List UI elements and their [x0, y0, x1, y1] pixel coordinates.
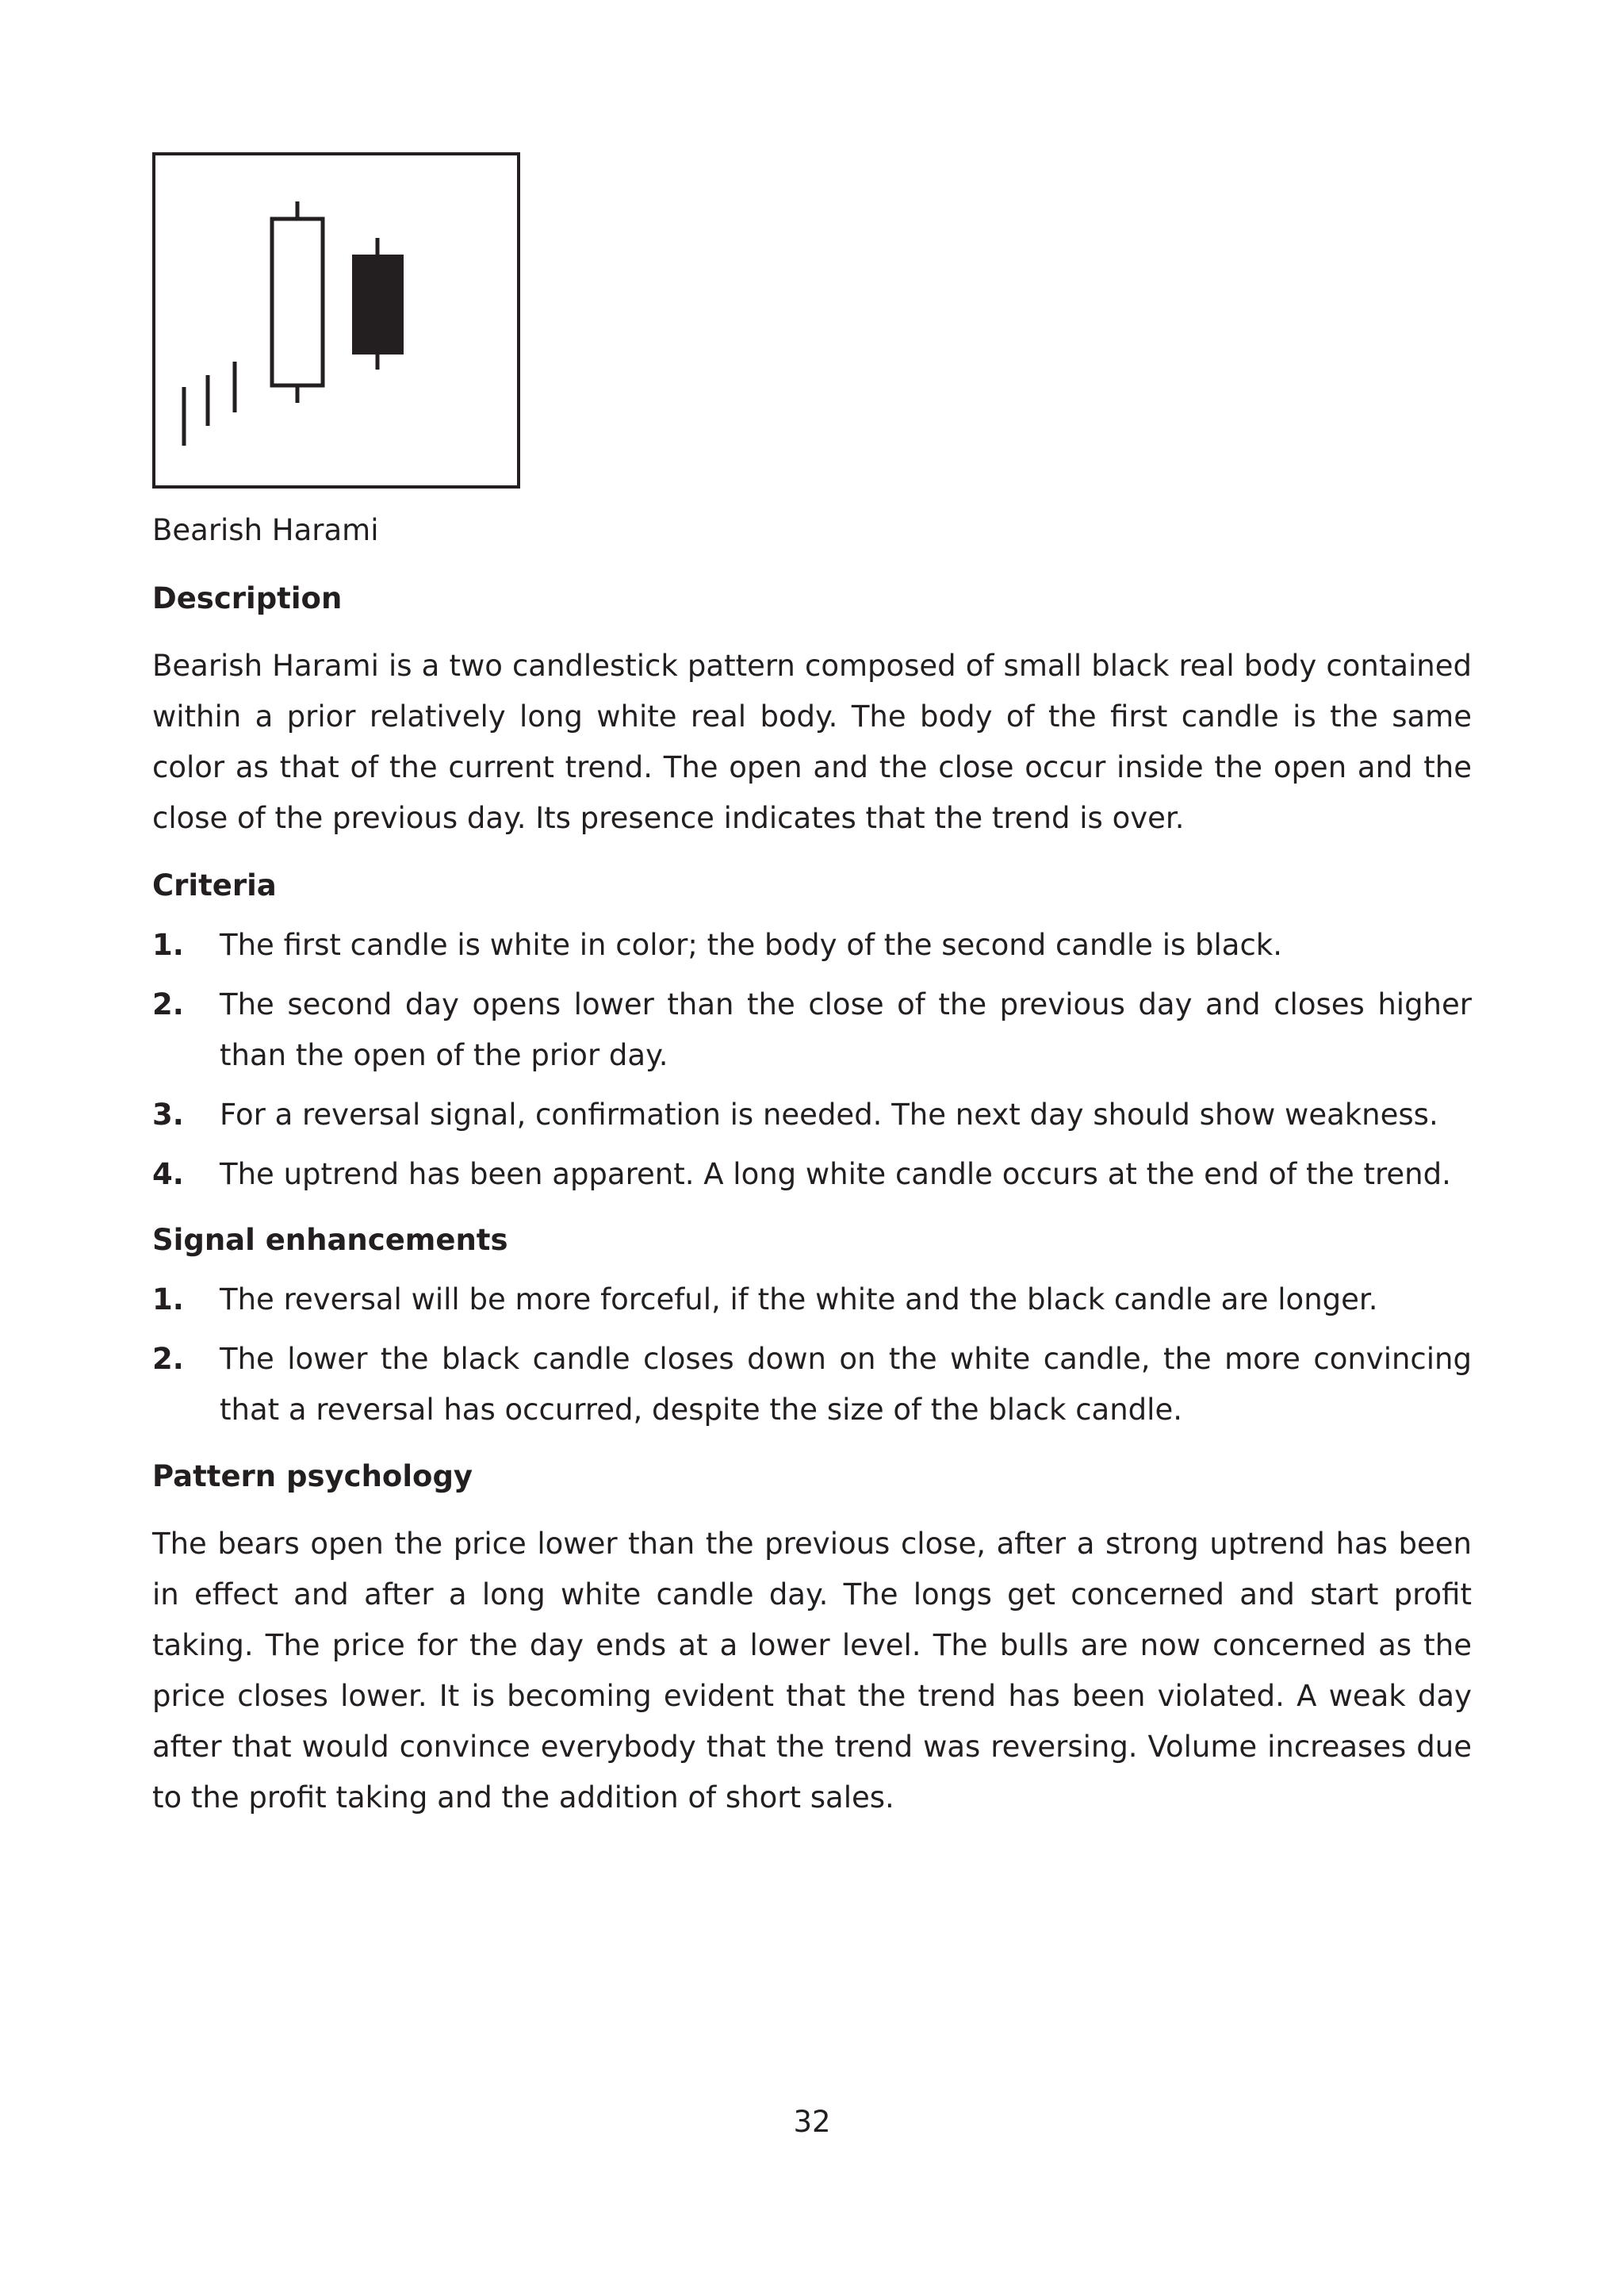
- description-heading: Description: [152, 581, 343, 615]
- list-item-number: 1.: [152, 1282, 184, 1316]
- criteria-heading: Criteria: [152, 868, 277, 902]
- list-item-number: 2.: [152, 987, 184, 1021]
- list-item: [152, 1334, 1472, 1435]
- description-paragraph: Bearish Harami is a two candlestick pattern composed of small black real body contained within a prior relatively long white real body. The body of the first candle is the same color as that of the current trend. The open and the close occur inside the open and the close of the previous day. Its presence indicates that the trend is over.: [152, 649, 1472, 835]
- list-item-text: The first candle is white in color; the body of the second candle is black.: [220, 928, 1282, 962]
- list-item: [152, 979, 1472, 1081]
- list-item-text: The second day opens lower than the close of the previous day and closes higher than the open of the prior day.: [220, 987, 1472, 1072]
- list-item-number: 3.: [152, 1098, 184, 1132]
- page-number: 32: [793, 2105, 831, 2139]
- white-candle-body: [272, 219, 323, 385]
- list-item-number: 2.: [152, 1342, 184, 1376]
- list-item: [152, 1149, 1472, 1200]
- signal-enhancements-list: [152, 1274, 1472, 1444]
- criteria-list: [152, 920, 1472, 1209]
- list-item-number: 4.: [152, 1157, 184, 1191]
- signal-enhancements-heading: Signal enhancements: [152, 1223, 508, 1257]
- pattern-psychology-paragraph: The bears open the price lower than the previous close, after a strong uptrend has been in effect and after a long white candle day. The longs get concerned and start profit taking. The price for the day ends at a lower level. The bulls are now concerned as the price closes lower. It is becoming evident that the trend has been violated. A weak day after that would convince everybody that the trend was reversing. Volume increases due to the profit taking and the addition of short sales.: [152, 1527, 1472, 1815]
- candlestick-figure: [152, 152, 520, 489]
- list-item-text: For a reversal signal, confirmation is needed. The next day should show weakness.: [220, 1098, 1438, 1132]
- list-item-number: 1.: [152, 928, 184, 962]
- list-item-text: The reversal will be more forceful, if the white and the black candle are longer.: [220, 1282, 1378, 1316]
- figure-caption: Bearish Harami: [152, 513, 379, 547]
- list-item-text: The uptrend has been apparent. A long white candle occurs at the end of the trend.: [220, 1157, 1451, 1191]
- pattern-psychology-heading: Pattern psychology: [152, 1459, 473, 1493]
- list-item: [152, 1090, 1472, 1140]
- bearish-harami-diagram: [155, 155, 517, 485]
- list-item: [152, 920, 1472, 971]
- list-item-text: The lower the black candle closes down on the white candle, the more convincing that a reversal has occurred, despite the size of the black candle.: [220, 1342, 1472, 1427]
- black-candle-body: [353, 255, 403, 354]
- list-item: [152, 1274, 1472, 1325]
